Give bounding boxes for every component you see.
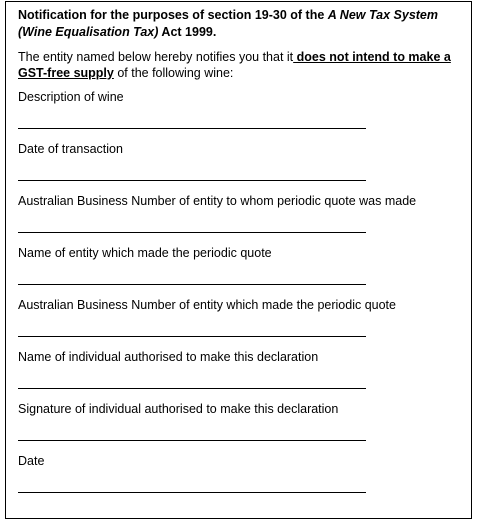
intro-statement: [18, 49, 474, 81]
field-line-date[interactable]: [18, 492, 366, 493]
form-title: [18, 7, 474, 41]
field-label-abn-quoting-entity: Australian Business Number of entity which made the periodic quote: [18, 298, 396, 312]
field-label-date-of-transaction: Date of transaction: [18, 142, 123, 156]
field-label-description-of-wine: Description of wine: [18, 90, 124, 104]
field-line-abn-recipient[interactable]: [18, 232, 366, 233]
field-label-quoting-entity-name: Name of entity which made the periodic quote: [18, 246, 272, 260]
title-suffix: Act 1999.: [158, 25, 217, 39]
field-line-signature[interactable]: [18, 440, 366, 441]
title-act-name: A New Tax System (Wine Equalisation Tax): [18, 8, 438, 39]
field-line-abn-quoting-entity[interactable]: [18, 336, 366, 337]
notification-form: [5, 1, 472, 519]
field-label-authorised-individual-name: Name of individual authorised to make this declaration: [18, 350, 319, 364]
field-line-quoting-entity-name[interactable]: [18, 284, 366, 285]
field-label-abn-recipient: Australian Business Number of entity to whom periodic quote was made: [18, 194, 417, 208]
field-label-date: Date: [18, 454, 45, 468]
field-line-authorised-individual-name[interactable]: [18, 388, 366, 389]
field-line-description-of-wine[interactable]: [18, 128, 366, 129]
field-label-signature: Signature of individual authorised to make this declaration: [18, 402, 339, 416]
intro-text-end: of the following wine:: [113, 66, 234, 80]
field-line-date-of-transaction[interactable]: [18, 180, 366, 181]
intro-text: The entity named below hereby notifies you that it: [18, 50, 294, 64]
title-prefix: Notification for the purposes of section 19-30 of the: [18, 8, 328, 22]
intro-emphasis: does not intend to make a GST-free supply: [18, 50, 451, 80]
